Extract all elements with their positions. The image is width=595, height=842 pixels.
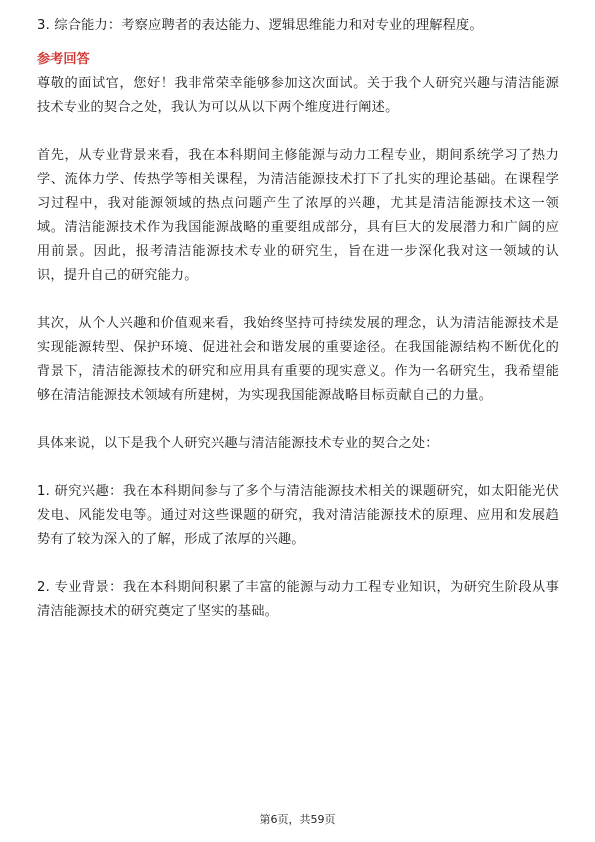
paragraph-spacer [37,288,559,312]
paragraph-point-1: 1. 研究兴趣：我在本科期间参与了多个与清洁能源技术相关的课题研究，如太阳能光伏发电、风能发电等。通过对这些课题的研究，我对清洁能源技术的原理、应用和发展趋势有了较为深入的了解，形成了浓厚的兴趣。 [37,484,559,547]
paragraph-point-2: 2. 专业背景：我在本科期间积累了丰富的能源与动力工程专业知识，为研究生阶段从事清洁能源技术的研究奠定了坚实的基础。 [37,580,559,619]
document-body [37,14,559,624]
page-footer: 第6页，共59页 [259,813,336,826]
paragraph-first: 首先，从专业背景来看，我在本科期间主修能源与动力工程专业，期间系统学习了热力学、流体力学、传热学等相关课程，为清洁能源技术打下了扎实的理论基础。在课程学习过程中，我对能源领域的热点问题产生了浓厚的兴趣，尤其是清洁能源技术这一领域。清洁能源技术作为我国能源战略的重要组成部分，具有巨大的发展潜力和广阔的应用前景。因此，报考清洁能源技术专业的研究生，旨在进一步深化我对这一领域的认识，提升自己的研究能力。 [37,148,559,283]
paragraph-spacer [37,408,559,432]
evaluation-item-3: 3. 综合能力：考察应聘者的表达能力、逻辑思维能力和对专业的理解程度。 [37,18,483,33]
paragraph-second: 其次，从个人兴趣和价值观来看，我始终坚持可持续发展的理念，认为清洁能源技术是实现能源转型、保护环境、促进社会和谐发展的重要途径。在我国能源结构不断优化的背景下，清洁能源技术的研究和应用具有重要的现实意义。作为一名研究生，我希望能够在清洁能源技术领域有所建树，为实现我国能源战略目标贡献自己的力量。 [37,316,559,403]
paragraph-spacer [37,456,559,480]
paragraph-intro: 尊敬的面试官，您好！我非常荣幸能够参加这次面试。关于我个人研究兴趣与清洁能源技术专业的契合之处，我认为可以从以下两个维度进行阐述。 [37,76,559,115]
paragraph-spacer [37,552,559,576]
answer-heading: 参考回答 [37,52,90,67]
paragraph-specific: 具体来说，以下是我个人研究兴趣与清洁能源技术专业的契合之处： [37,436,439,451]
paragraph-spacer [37,120,559,144]
